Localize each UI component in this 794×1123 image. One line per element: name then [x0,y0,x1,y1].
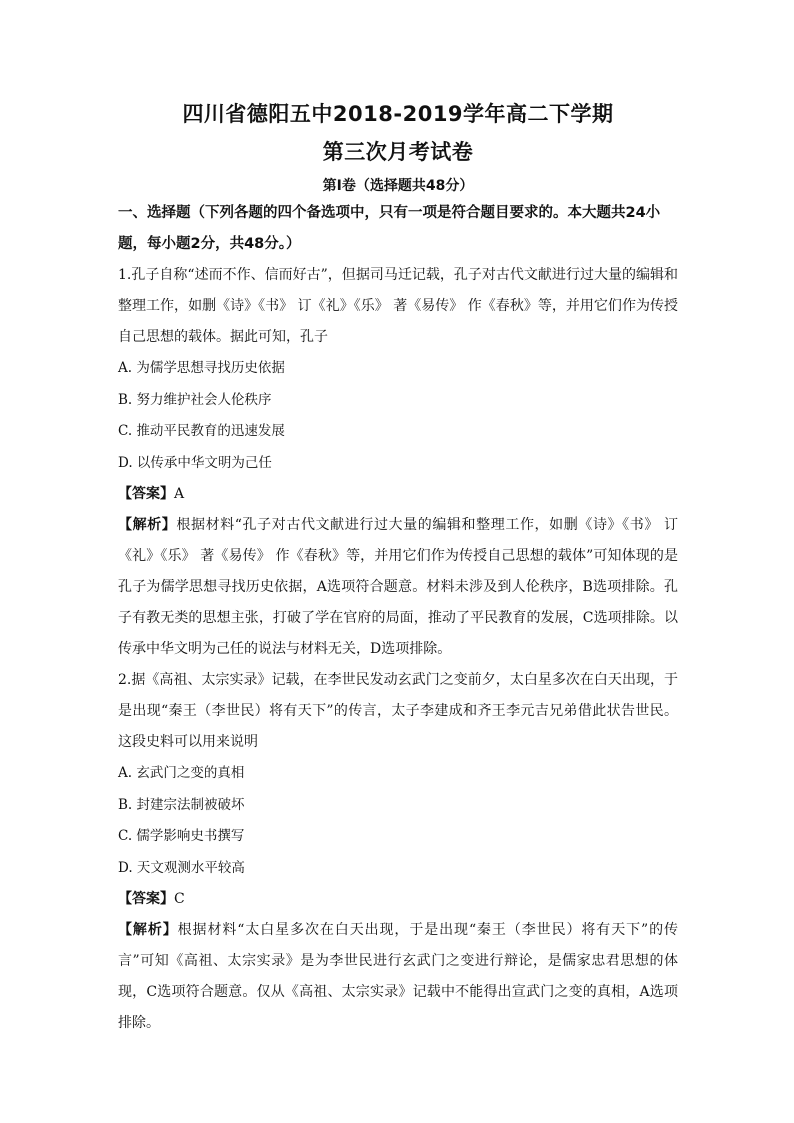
exam-subtitle: 第三次月考试卷 [322,140,474,164]
answer-value: C [174,891,185,907]
answer-line [118,479,678,510]
option-d: D. 天文观测水平较高 [118,859,245,876]
answer-label: 【答案】 [118,486,174,502]
volume-heading: 第Ⅰ卷（选择题共48分） [322,178,474,194]
analysis-paragraph [118,510,678,665]
analysis-label: 【解析】 [118,922,178,938]
analysis-text: 根据材料“孔子对古代文献进行过大量的编辑和整理工作，如删《诗》《书》 订《礼》《乐》 著《易传》 作《春秋》等，并用它们作为传授自己思想的载体”可知体现的是孔子为儒学思想寻找历史依据，A选项符合题意。材料未涉及到人伦秩序，B选项排除。孔子有教无类的思想主张，打破了学在官府的局面，推动了平民教育的发展，C选项排除。以传承中华文明为己任的说法与材料无关，D选项排除。 [118,517,679,657]
option-a: A. 玄武门之变的真相 [118,765,245,781]
answer-line [118,884,678,915]
exam-title: 四川省德阳五中2018-2019学年高二下学期 [182,102,614,126]
answer-value: A [174,486,185,502]
option-b: B. 封建宗法制被破坏 [118,796,245,813]
option-d: D. 以传承中华文明为己任 [118,454,272,471]
question-1 [118,260,678,665]
analysis-paragraph [118,915,678,1039]
analysis-label: 【解析】 [118,517,177,533]
option-c: C. 推动平民教育的迅速发展 [118,423,285,439]
question-stem: 1.孔子自称“述而不作、信而好古”，但据司马迁记载，孔子对古代文献进行过大量的编辑和整理工作，如删《诗》《书》 订《礼》《乐》 著《易传》 作《春秋》等，并用它们作为传授自己思想的载体。据此可知，孔子 [118,267,678,345]
answer-label: 【答案】 [118,891,174,907]
option-c: C. 儒学影响史书撰写 [118,828,245,844]
exam-page [118,96,678,1039]
section-heading: 一、选择题（下列各题的四个备选项中，只有一项是符合题目要求的。本大题共24小题，每小题2分，共48分。） [118,205,661,252]
option-b: B. 努力维护社会人伦秩序 [118,391,272,408]
question-stem: 2.据《高祖、太宗实录》记载，在李世民发动玄武门之变前夕，太白星多次在白天出现，于是出现“秦王（李世民）将有天下”的传言，太子李建成和齐王李元吉兄弟借此状告世民。这段史料可以用来说明 [118,672,678,750]
analysis-text: 根据材料“太白星多次在白天出现，于是出现“秦王（李世民）将有天下”的传言”可知《高祖、太宗实录》是为李世民进行玄武门之变进行辩论，是儒家忠君思想的体现，C选项符合题意。仅从《高祖、太宗实录》记载中不能得出宣武门之变的真相，A选项排除。 [118,922,678,1031]
question-2 [118,665,678,1039]
option-a: A. 为儒学思想寻找历史依据 [118,360,285,376]
